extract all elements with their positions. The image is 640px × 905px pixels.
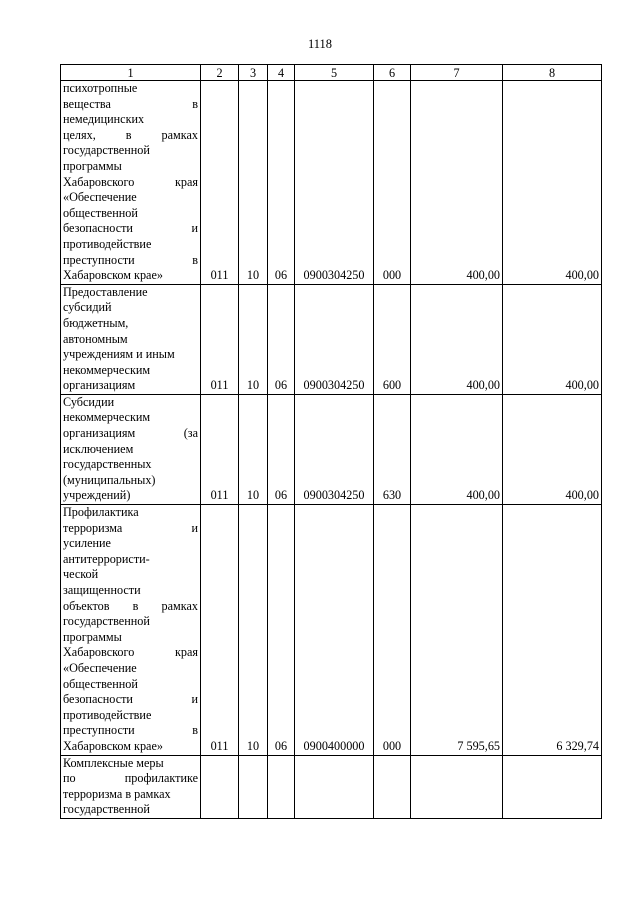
cell-expense-type: 000 (374, 505, 411, 756)
page-number: 1118 (307, 37, 333, 51)
description-line: объектов в рамках (63, 598, 198, 613)
header-cell-1: 1 (61, 65, 201, 81)
description-line: психотропные (63, 81, 138, 95)
description-line: автономным (63, 331, 128, 346)
description-line: бюджетным, (63, 315, 129, 330)
description-line: антитеррористи- (63, 551, 150, 566)
cell-description (61, 394, 201, 504)
description-line: по профилактике (63, 771, 198, 786)
cell-target-article: 0900304250 (295, 81, 374, 285)
description-line: немедицинских (63, 112, 145, 127)
cell-target-article: 0900304250 (295, 394, 374, 504)
cell-subsection (268, 755, 295, 818)
cell-section: 10 (239, 284, 268, 394)
description-line: противодействие (63, 707, 152, 722)
header-cell-3: 3 (239, 65, 268, 81)
cell-amount-2021: 400,00 (503, 394, 602, 504)
cell-expense-type (374, 755, 411, 818)
description-line: «Обеспечение (63, 190, 137, 205)
cell-amount-2021 (503, 755, 602, 818)
description-line: государственной (63, 143, 150, 158)
cell-amount-2021: 400,00 (503, 284, 602, 394)
cell-expense-type: 630 (374, 394, 411, 504)
description-line: терроризма в рамках (63, 786, 171, 801)
cell-amount-2020: 400,00 (411, 394, 503, 504)
cell-section (239, 755, 268, 818)
table-row (61, 81, 602, 285)
cell-section: 10 (239, 81, 268, 285)
description-line: государственной (63, 614, 150, 629)
description-line: Профилактика (63, 505, 139, 520)
description-line: преступности в (63, 252, 198, 267)
cell-section: 10 (239, 505, 268, 756)
cell-amount-2020: 400,00 (411, 81, 503, 285)
table-row (61, 284, 602, 394)
description-line: программы (63, 629, 122, 644)
description-line: ческой (63, 567, 99, 582)
description-line: «Обеспечение (63, 660, 137, 675)
cell-expense-type: 000 (374, 81, 411, 285)
table-row (61, 755, 602, 818)
cell-subsection: 06 (268, 81, 295, 285)
cell-amount-2020: 7 595,65 (411, 505, 503, 756)
cell-amount-2021: 400,00 (503, 81, 602, 285)
description-line: субсидий (63, 300, 112, 315)
description-line: (муниципальных) (63, 472, 156, 487)
description-line: учреждений) (63, 488, 131, 503)
cell-description (61, 81, 201, 285)
description-line: безопасности и (63, 692, 198, 707)
description-line: общественной (63, 205, 138, 220)
cell-amount-2020: 400,00 (411, 284, 503, 394)
header-cell-8: 8 (503, 65, 602, 81)
header-row (61, 65, 602, 81)
description-line: государственных (63, 457, 152, 472)
cell-target-article: 0900400000 (295, 505, 374, 756)
description-line: усиление (63, 536, 111, 551)
cell-admin-code: 011 (201, 81, 239, 285)
cell-target-article: 0900304250 (295, 284, 374, 394)
table-row (61, 394, 602, 504)
cell-subsection: 06 (268, 284, 295, 394)
header-cell-2: 2 (201, 65, 239, 81)
description-line: Хабаровском крае» (63, 738, 163, 753)
description-line: целях, в рамках (63, 127, 198, 142)
cell-admin-code: 011 (201, 394, 239, 504)
description-line: Субсидии (63, 394, 115, 409)
cell-expense-type: 600 (374, 284, 411, 394)
description-line: преступности в (63, 723, 198, 738)
cell-description (61, 505, 201, 756)
description-line: Хабаровского края (63, 174, 198, 189)
header-cell-7: 7 (411, 65, 503, 81)
table-row (61, 505, 602, 756)
description-line: государственной (63, 802, 150, 817)
description-line: некоммерческим (63, 410, 151, 425)
description-line: учреждениям и иным (63, 347, 175, 362)
cell-amount-2021: 6 329,74 (503, 505, 602, 756)
description-line: противодействие (63, 236, 152, 251)
description-line: исключением (63, 441, 134, 456)
description-line: Предоставление (63, 284, 148, 299)
cell-target-article (295, 755, 374, 818)
cell-description (61, 284, 201, 394)
header-cell-5: 5 (295, 65, 374, 81)
cell-description (61, 755, 201, 818)
cell-section: 10 (239, 394, 268, 504)
cell-admin-code: 011 (201, 505, 239, 756)
description-line: безопасности и (63, 221, 198, 236)
cell-admin-code (201, 755, 239, 818)
description-line: Комплексные меры (63, 755, 164, 770)
description-line: вещества в (63, 96, 198, 111)
description-line: терроризма и (63, 520, 198, 535)
description-line: организациям (за (63, 426, 198, 441)
description-line: Хабаровского края (63, 645, 198, 660)
header-cell-6: 6 (374, 65, 411, 81)
description-line: некоммерческим (63, 362, 151, 377)
description-line: защищенности (63, 583, 141, 597)
cell-amount-2020 (411, 755, 503, 818)
cell-subsection: 06 (268, 394, 295, 504)
description-line: организациям (63, 378, 136, 393)
header-cell-4: 4 (268, 65, 295, 81)
budget-table (60, 64, 602, 819)
description-line: Хабаровском крае» (63, 268, 163, 283)
cell-subsection: 06 (268, 505, 295, 756)
cell-admin-code: 011 (201, 284, 239, 394)
description-line: программы (63, 158, 122, 173)
description-line: общественной (63, 676, 138, 691)
